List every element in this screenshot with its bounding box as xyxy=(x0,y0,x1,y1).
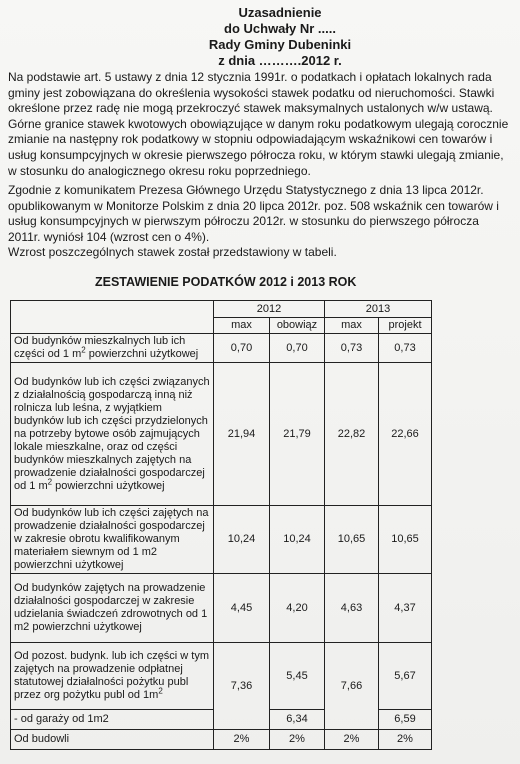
header-resolution-ref: do Uchwały Nr ..... xyxy=(224,21,336,36)
cell-max-2012: 2% xyxy=(214,730,270,750)
header-max-2013: max xyxy=(325,318,379,334)
cell-max-2013: 7,66 xyxy=(325,643,379,730)
cell-max-2013: 22,82 xyxy=(325,363,379,506)
header-max-2012: max xyxy=(214,318,270,334)
cell-projekt-2013: 10,65 xyxy=(379,506,432,574)
header-council: Rady Gminy Dubeninki xyxy=(208,37,352,52)
header-year-2013: 2013 xyxy=(325,301,432,318)
table-row xyxy=(11,506,432,574)
cell-obowiaz-2012: 6,34 xyxy=(270,710,325,730)
paragraph-legal-basis: Na podstawie art. 5 ustawy z dnia 12 stycznia 1991r. o podatkach i opłatach lokalnych rada gminy jest zobowiązana do określenia wysokości stawek podatku od nieruchomości. Stawki określone przez radę nie mogą przekroczyć stawek maksymalnych ustalonych w/w ustawą. Górne granice stawek kwotowych obowiązujące w danym roku podatkowym ulegają corocznie zmianie na następny rok podatkowy w stopniu odpowiadającym wskaźnikowi cen towarów i usług konsumpcyjnych w okresie pierwszego półrocza roku, w którym stawki ulegają zmianie, w stosunku do analogicznego okresu roku poprzedniego. xyxy=(8,70,509,178)
tax-rates-table xyxy=(10,300,432,750)
paragraph-table-intro: Wzrost poszczególnych stawek został przedstawiony w tabeli. xyxy=(8,245,337,259)
cell-projekt-2013: 22,66 xyxy=(379,363,432,506)
header-date: z dnia ……….2012 r. xyxy=(218,53,342,68)
cell-obowiaz-2012: 0,70 xyxy=(270,334,325,363)
table-title: ZESTAWIENIE PODATKÓW 2012 i 2013 ROK xyxy=(95,275,357,289)
table-row xyxy=(11,334,432,363)
cell-projekt-2013: 5,67 xyxy=(379,643,432,710)
header-projekt-2013: projekt xyxy=(379,318,432,334)
cell-max-2013: 4,63 xyxy=(325,574,379,643)
row-description: Od budynków zajętych na prowadzenie działalności gospodarczej w zakresie udzielania świadczeń zdrowotnych od 1 m2 powierzchni użytkowej xyxy=(11,574,214,643)
cell-max-2013: 0,73 xyxy=(325,334,379,363)
cell-max-2013: 10,65 xyxy=(325,506,379,574)
cell-max-2012: 7,36 xyxy=(214,643,270,730)
cell-projekt-2013: 4,37 xyxy=(379,574,432,643)
header-empty-cell xyxy=(11,301,214,334)
row-description: Od budowli xyxy=(11,730,214,750)
cell-projekt-2013: 2% xyxy=(379,730,432,750)
header-year-2012: 2012 xyxy=(214,301,325,318)
cell-max-2012: 21,94 xyxy=(214,363,270,506)
row-description: Od budynków lub ich części zajętych na prowadzenie działalności gospodarczej w zakresie obrotu kwalifikowanym materiałem siewnym od 1 m2 powierzchni użytkowej xyxy=(11,506,214,574)
row-description: Od budynków mieszkalnych lub ich części od 1 $m^2$ powierzchni użytkowej xyxy=(11,334,214,363)
row-description: Od budynków lub ich części związanych z działalnością gospodarczą inną niż rolnicza lub leśna, z wyjątkiem budynków lub ich części przydzielonych na potrzeby bytowe osób zajmujących lokale mieszkalne, oraz od części budynków mieszkalnych zajętych na prowadzenie działalności gospodarczej od 1 $m^2$ powierzchni użytkowej xyxy=(11,363,214,506)
cell-max-2012: 0,70 xyxy=(214,334,270,363)
cell-obowiaz-2012: 21,79 xyxy=(270,363,325,506)
document-header xyxy=(0,5,520,69)
cell-obowiaz-2012: 2% xyxy=(270,730,325,750)
paragraph-gus-communique: Zgodnie z komunikatem Prezesa Głównego Urzędu Statystycznego z dnia 13 lipca 2012r. opublikowanym w Monitorze Polskim z dnia 20 lipca 2012r. poz. 508 wskaźnik cen towarów i usług konsumpcyjnych w pierwszym półroczu 2012r. w stosunku do pierwszego półrocza 2011r. wyniósł 104 (wzrost cen o 4%). xyxy=(8,183,499,244)
header-obowiaz-2012: obowiąz xyxy=(270,318,325,334)
cell-max-2012: 4,45 xyxy=(214,574,270,643)
header-title: Uzasadnienie xyxy=(238,5,322,20)
cell-max-2013: 2% xyxy=(325,730,379,750)
cell-obowiaz-2012: 4,20 xyxy=(270,574,325,643)
cell-projekt-2013: 0,73 xyxy=(379,334,432,363)
cell-projekt-2013: 6,59 xyxy=(379,710,432,730)
table-row xyxy=(11,363,432,506)
table-row xyxy=(11,643,432,710)
table-row xyxy=(11,730,432,750)
cell-obowiaz-2012: 10,24 xyxy=(270,506,325,574)
row-description: Od pozost. budynk. lub ich części w tym zajętych na prowadzenie odpłatnej statutowej działalności pożytku publ przez org pożytku publ od $1m^2$ xyxy=(11,643,214,710)
cell-max-2012: 10,24 xyxy=(214,506,270,574)
table-header-years xyxy=(11,301,432,318)
cell-obowiaz-2012: 5,45 xyxy=(270,643,325,710)
row-description: - od garaży od 1m2 xyxy=(11,710,214,730)
table-row xyxy=(11,574,432,643)
